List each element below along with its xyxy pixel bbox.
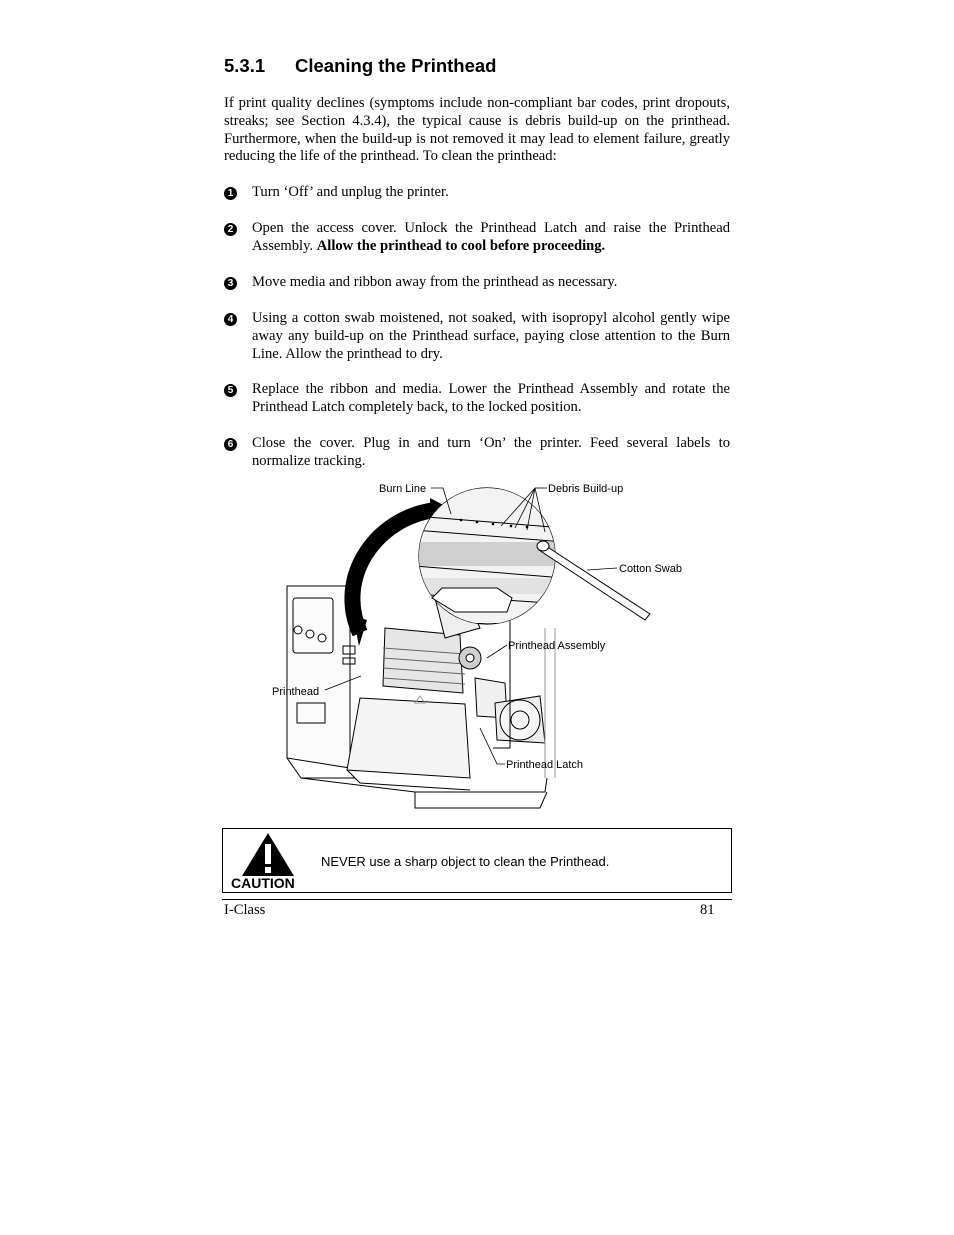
printhead-assembly-label: Printhead Assembly — [508, 640, 606, 652]
step-5 — [224, 381, 730, 417]
step-1-text: Turn ‘Off’ and unplug the printer. — [252, 184, 449, 200]
step-2-marker: 2 — [224, 223, 237, 236]
intro-paragraph: If print quality declines (symptoms include non-compliant bar codes, print dropouts, streaks; see Section 4.3.4), the typical cause is debris build-up on the printhead. Furthermore, when the build-up is not removed it may lead to element failure, greatly reducing the life of the printhead. To clean the printhead: — [224, 95, 730, 165]
cotton-swab — [537, 541, 650, 620]
step-6-text: Close the cover. Plug in and turn ‘On’ the printer. Feed several labels to normalize tracking. — [252, 435, 730, 469]
step-5-marker: 5 — [224, 384, 237, 397]
step-3-marker: 3 — [224, 277, 237, 290]
footer-product: I-Class — [224, 902, 266, 918]
printhead-latch-label: Printhead Latch — [506, 759, 584, 771]
caution-box — [222, 828, 732, 893]
caution-label: CAUTION — [231, 875, 295, 891]
printhead-label: Printhead — [272, 686, 320, 698]
step-4-marker: 4 — [224, 313, 237, 326]
step-1-marker: 1 — [224, 187, 237, 200]
burn-line-label: Burn Line — [379, 483, 427, 495]
step-1 — [224, 184, 730, 202]
step-5-text: Replace the ribbon and media. Lower the Printhead Assembly and rotate the Printhead Latch completely back, to the locked position. — [252, 381, 730, 415]
step-2 — [224, 220, 730, 256]
page-number: 81 — [700, 902, 715, 918]
step-3 — [224, 274, 730, 292]
section-title: Cleaning the Printhead — [295, 55, 497, 76]
footer-rule — [222, 899, 732, 900]
debris-label: Debris Build-up — [548, 483, 624, 495]
section-heading — [224, 55, 496, 77]
step-6 — [224, 435, 730, 471]
step-2-warning: Allow the printhead to cool before proceeding. — [316, 237, 606, 254]
step-4-text: Using a cotton swab moistened, not soaked, with isopropyl alcohol gently wipe away any build-up on the Printhead surface, paying close attention to the Burn Line. Allow the printhead to dry. — [252, 310, 730, 362]
printer-body — [287, 586, 555, 808]
caution-warning-icon — [240, 831, 296, 877]
cotton-swab-label: Cotton Swab — [619, 563, 682, 575]
printer-illustration — [265, 478, 695, 820]
caution-text: NEVER use a sharp object to clean the Printhead. — [321, 854, 610, 869]
step-3-text: Move media and ribbon away from the printhead as necessary. — [252, 274, 618, 290]
section-number: 5.3.1 — [224, 55, 266, 76]
step-6-marker: 6 — [224, 438, 237, 451]
step-2-text: Open the access cover. Unlock the Printhead Latch and raise the Printhead Assembly. — [252, 220, 730, 254]
step-4 — [224, 310, 730, 363]
